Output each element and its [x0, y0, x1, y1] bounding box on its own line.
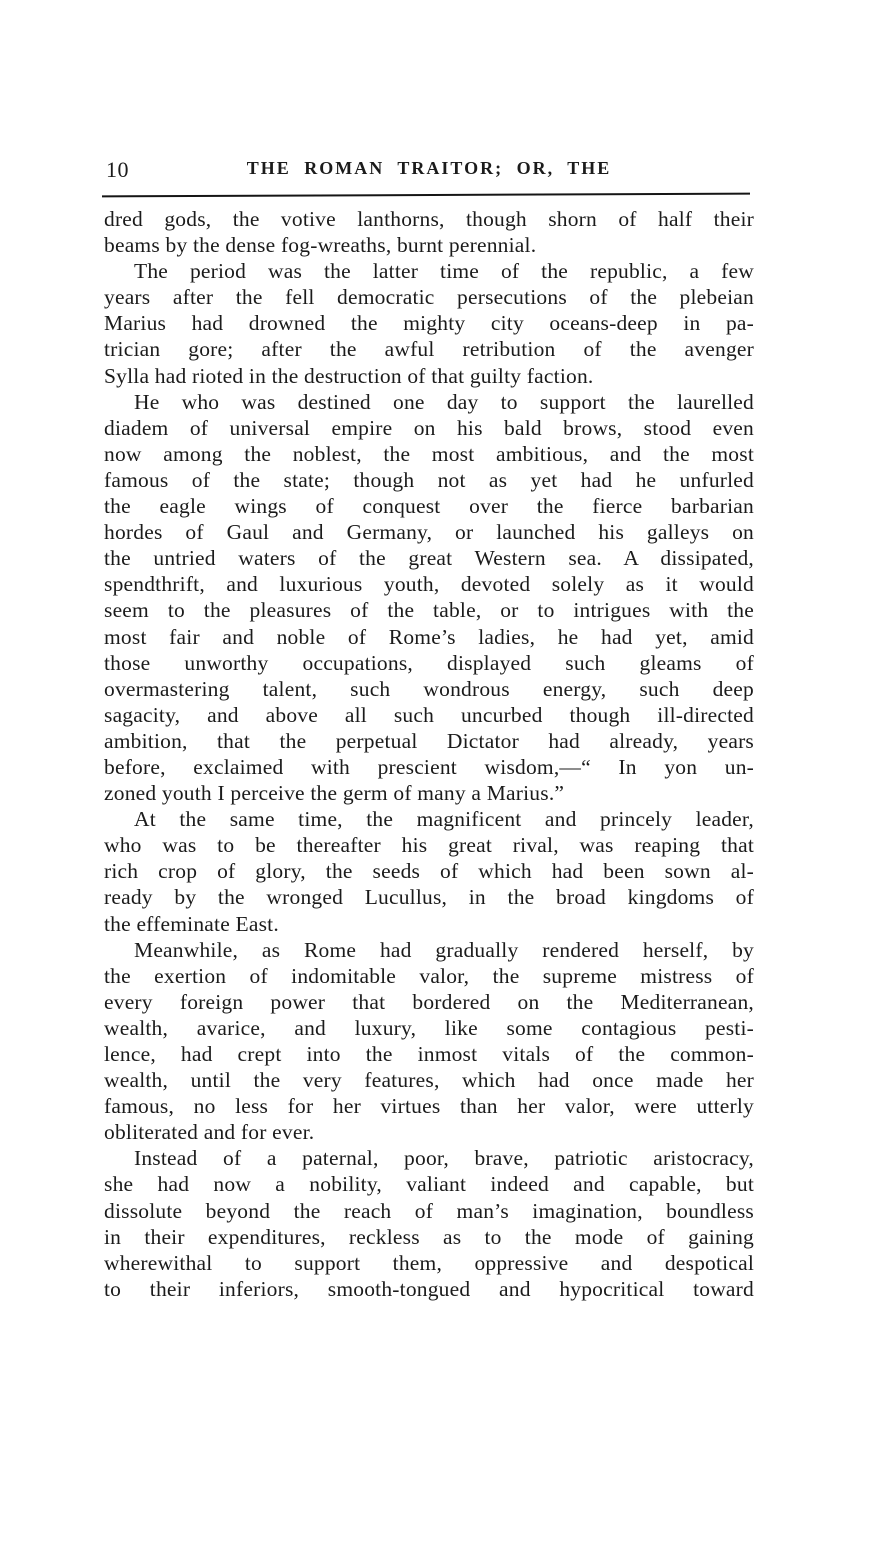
text-line: years after the fell democratic persecutions of the plebeian	[104, 285, 754, 310]
page-body	[104, 206, 754, 1302]
paragraph	[104, 1145, 754, 1302]
text-line: seem to the pleasures of the table, or to intrigues with the	[104, 598, 754, 623]
text-line: dred gods, the votive lanthorns, though shorn of half their	[104, 207, 754, 231]
text-line: the eagle wings of conquest over the fierce barbarian	[104, 494, 754, 519]
text-line: wherewithal to support them, oppressive and despotical	[104, 1250, 754, 1275]
text-line: wealth, avarice, and luxury, like some contagious pesti-	[104, 1015, 754, 1040]
text-line: the exertion of indomitable valor, the supreme mistress of	[104, 963, 754, 988]
text-line: Instead of a paternal, poor, brave, patriotic aristocracy,	[134, 1146, 754, 1171]
paragraph	[104, 206, 754, 258]
text-line: At the same time, the magnificent and princely leader,	[134, 807, 754, 832]
text-line: The period was the latter time of the republic, a few	[134, 259, 754, 284]
text-line: zoned youth I perceive the germ of many a Marius.”	[104, 781, 565, 806]
text-line: who was to be thereafter his great rival, was reaping that	[104, 833, 754, 858]
text-line: the effeminate East.	[104, 911, 279, 936]
text-line: wealth, until the very features, which had once made her	[104, 1068, 754, 1093]
paragraph	[104, 806, 754, 936]
text-line: in their expenditures, reckless as to the mode of gaining	[104, 1224, 754, 1249]
text-line: obliterated and for ever.	[104, 1120, 315, 1145]
text-line: overmastering talent, such wondrous energy, such deep	[104, 676, 754, 701]
paragraph	[104, 389, 754, 807]
text-line: Meanwhile, as Rome had gradually rendered herself, by	[134, 937, 754, 962]
text-line: most fair and noble of Rome’s ladies, he had yet, amid	[104, 624, 754, 649]
page-number: 10	[106, 157, 129, 182]
text-line: beams by the dense fog-wreaths, burnt perennial.	[104, 233, 537, 258]
running-title: THE ROMAN TRAITOR; OR, THE	[246, 158, 612, 178]
text-line: Marius had drowned the mighty city oceans-deep in pa-	[104, 311, 754, 336]
paragraph	[104, 937, 754, 1146]
text-line: famous, no less for her virtues than her valor, were utterly	[104, 1094, 754, 1119]
text-line: spendthrift, and luxurious youth, devoted solely as it would	[104, 572, 754, 597]
text-line: lence, had crept into the inmost vitals of the common-	[104, 1042, 754, 1066]
text-line: sagacity, and above all such uncurbed though ill-directed	[104, 702, 754, 727]
text-line: famous of the state; though not as yet had he unfurled	[104, 467, 754, 492]
text-line: trician gore; after the awful retribution of the avenger	[104, 337, 754, 362]
text-line: He who was destined one day to support the laurelled	[134, 389, 754, 414]
page-header	[104, 154, 754, 188]
text-line: those unworthy occupations, displayed such gleams of	[104, 650, 754, 675]
text-line: now among the noblest, the most ambitious, and the most	[104, 441, 754, 466]
text-line: ambition, that the perpetual Dictator had already, years	[104, 728, 754, 753]
text-line: hordes of Gaul and Germany, or launched his galleys on	[104, 520, 754, 545]
text-line: to their inferiors, smooth-tongued and hypocritical toward	[104, 1276, 754, 1301]
text-line: she had now a nobility, valiant indeed and capable, but	[104, 1172, 754, 1197]
text-line: ready by the wronged Lucullus, in the broad kingdoms of	[104, 885, 754, 910]
header-rule	[102, 193, 750, 198]
text-line: every foreign power that bordered on the Mediterranean,	[104, 989, 754, 1014]
text-line: dissolute beyond the reach of man’s imagination, boundless	[104, 1198, 754, 1223]
text-line: before, exclaimed with prescient wisdom,—“ In yon un-	[104, 754, 754, 779]
text-line: rich crop of glory, the seeds of which had been sown al-	[104, 859, 754, 884]
text-line: diadem of universal empire on his bald brows, stood even	[104, 415, 754, 440]
paragraph	[104, 258, 754, 388]
text-line: Sylla had rioted in the destruction of that guilty faction.	[104, 363, 594, 388]
text-line: the untried waters of the great Western sea. A dissipated,	[104, 546, 754, 571]
